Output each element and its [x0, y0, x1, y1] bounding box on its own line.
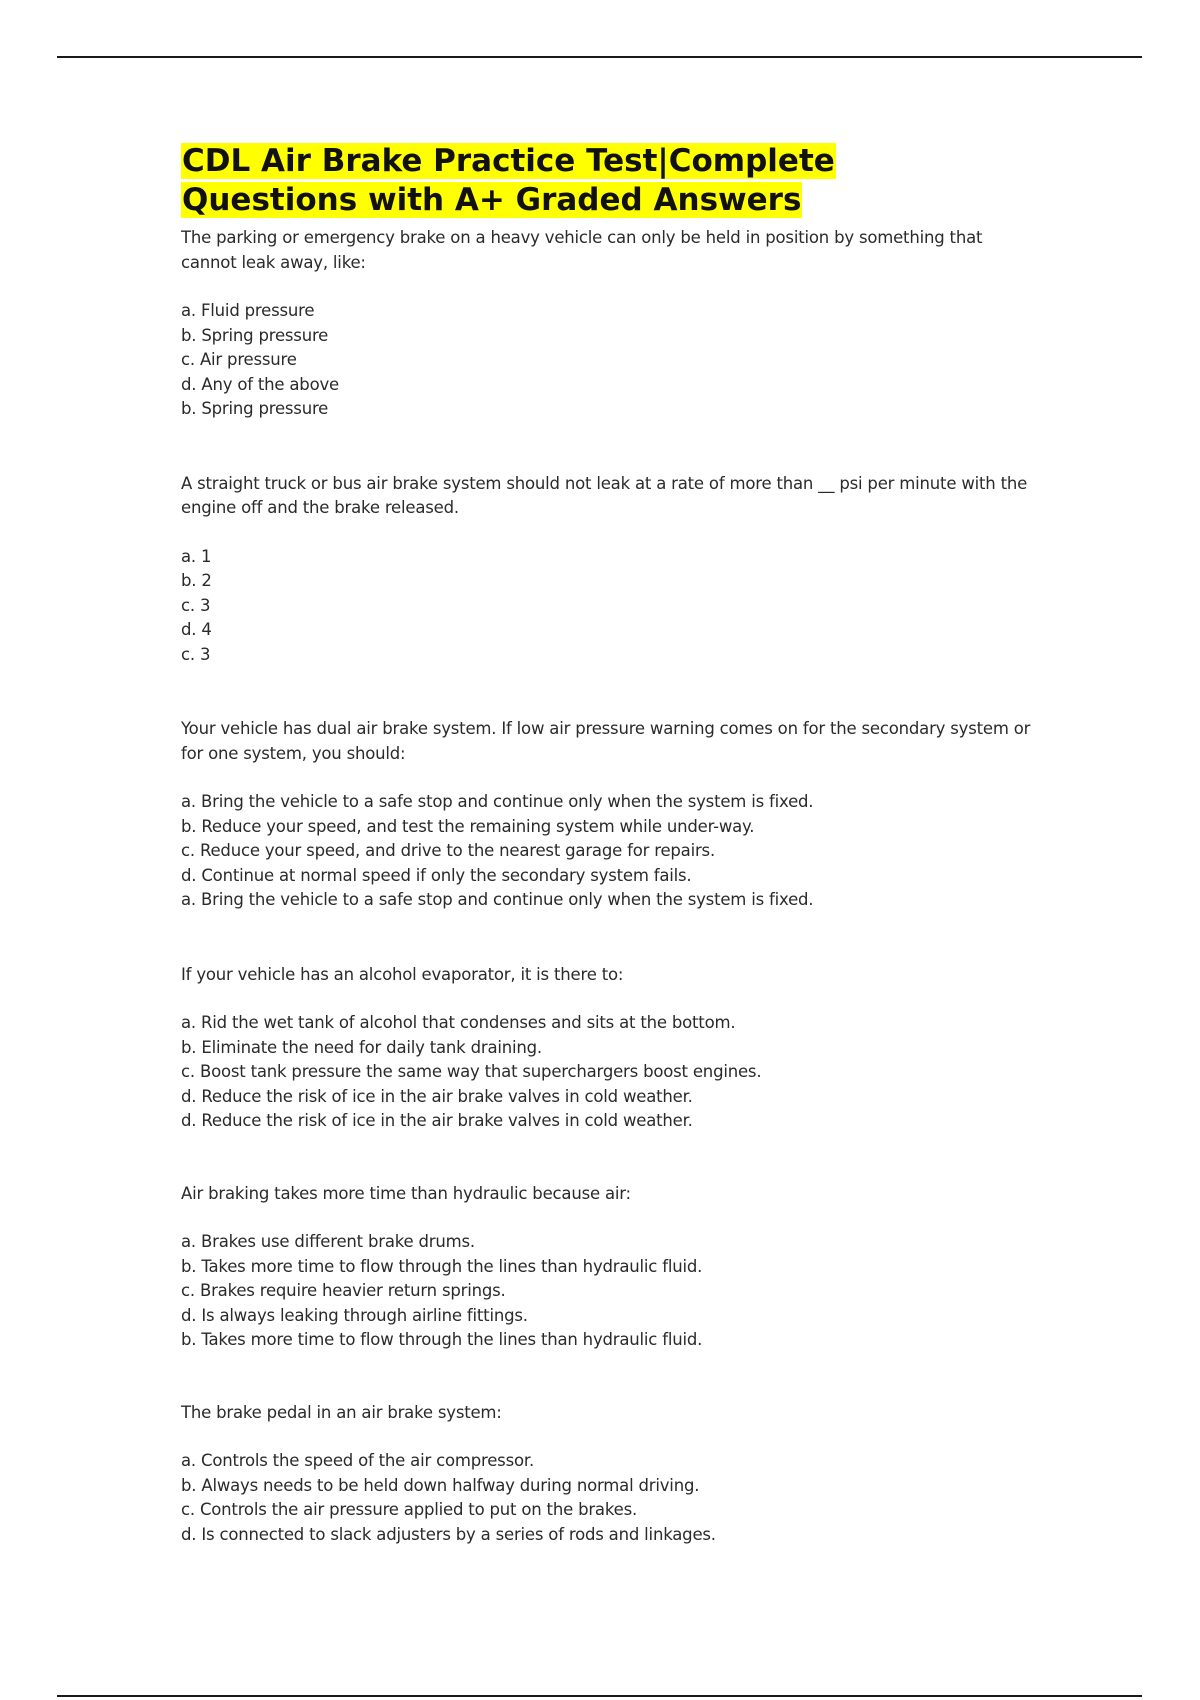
option-c: c. Brakes require heavier return springs.	[181, 1281, 506, 1300]
title-line-1: CDL Air Brake Practice Test|Complete	[182, 143, 835, 179]
document-title	[181, 142, 1031, 220]
option-a: a. 1	[181, 546, 212, 566]
question-block-2	[181, 472, 1031, 668]
question-text: Air braking takes more time than hydraulic because air:	[181, 1183, 631, 1203]
bottom-page-rule	[57, 1695, 1142, 1697]
top-page-rule	[57, 56, 1142, 58]
option-d: d. Is connected to slack adjusters by a series of rods and linkages.	[181, 1524, 716, 1544]
option-c: c. 3	[181, 595, 211, 615]
option-a: a. Rid the wet tank of alcohol that condenses and sits at the bottom.	[181, 1013, 736, 1032]
answer-line: c. 3	[181, 644, 211, 664]
option-a: a. Bring the vehicle to a safe stop and continue only when the system is fixed.	[181, 792, 814, 811]
question-text: The parking or emergency brake on a heavy vehicle can only be held in position by something that cannot leak away, like:	[181, 228, 983, 272]
document-body	[181, 142, 1031, 1547]
answer-line: d. Reduce the risk of ice in the air brake valves in cold weather.	[181, 1111, 693, 1130]
answer-line: b. Spring pressure	[181, 399, 329, 418]
option-c: c. Boost tank pressure the same way that superchargers boost engines.	[181, 1062, 762, 1081]
question-text: If your vehicle has an alcohol evaporator, it is there to:	[181, 964, 624, 984]
option-b: b. Spring pressure	[181, 325, 329, 345]
title-line-2: Questions with A+ Graded Answers	[182, 182, 802, 218]
option-b: b. Takes more time to flow through the lines than hydraulic fluid.	[181, 1256, 703, 1276]
option-d: d. Is always leaking through airline fittings.	[181, 1305, 528, 1325]
question-text: The brake pedal in an air brake system:	[181, 1402, 502, 1422]
option-a: a. Fluid pressure	[181, 301, 315, 320]
option-b: b. Always needs to be held down halfway during normal driving.	[181, 1475, 700, 1495]
question-text: A straight truck or bus air brake system should not leak at a rate of more than __ psi per minute with the engine off and the brake released.	[181, 473, 1028, 517]
option-b: b. Eliminate the need for daily tank draining.	[181, 1037, 542, 1057]
question-block-6	[181, 1401, 1031, 1548]
answer-line: a. Bring the vehicle to a safe stop and continue only when the system is fixed.	[181, 890, 814, 909]
option-d: d. Continue at normal speed if only the secondary system fails.	[181, 865, 692, 885]
question-text: Your vehicle has dual air brake system. If low air pressure warning comes on for the secondary system or for one system, you should:	[181, 719, 1031, 763]
option-c: c. Controls the air pressure applied to put on the brakes.	[181, 1500, 638, 1519]
option-c: c. Air pressure	[181, 350, 297, 369]
question-block-5	[181, 1182, 1031, 1353]
option-c: c. Reduce your speed, and drive to the nearest garage for repairs.	[181, 841, 715, 860]
option-b: b. Reduce your speed, and test the remaining system while under-way.	[181, 816, 755, 836]
question-block-4	[181, 963, 1031, 1134]
answer-line: b. Takes more time to flow through the lines than hydraulic fluid.	[181, 1330, 703, 1349]
option-d: d. 4	[181, 620, 212, 639]
question-block-1	[181, 226, 1031, 422]
option-a: a. Brakes use different brake drums.	[181, 1232, 475, 1251]
option-d: d. Any of the above	[181, 374, 339, 394]
option-d: d. Reduce the risk of ice in the air brake valves in cold weather.	[181, 1086, 693, 1106]
option-a: a. Controls the speed of the air compressor.	[181, 1451, 534, 1470]
option-b: b. 2	[181, 571, 212, 590]
question-block-3	[181, 717, 1031, 913]
